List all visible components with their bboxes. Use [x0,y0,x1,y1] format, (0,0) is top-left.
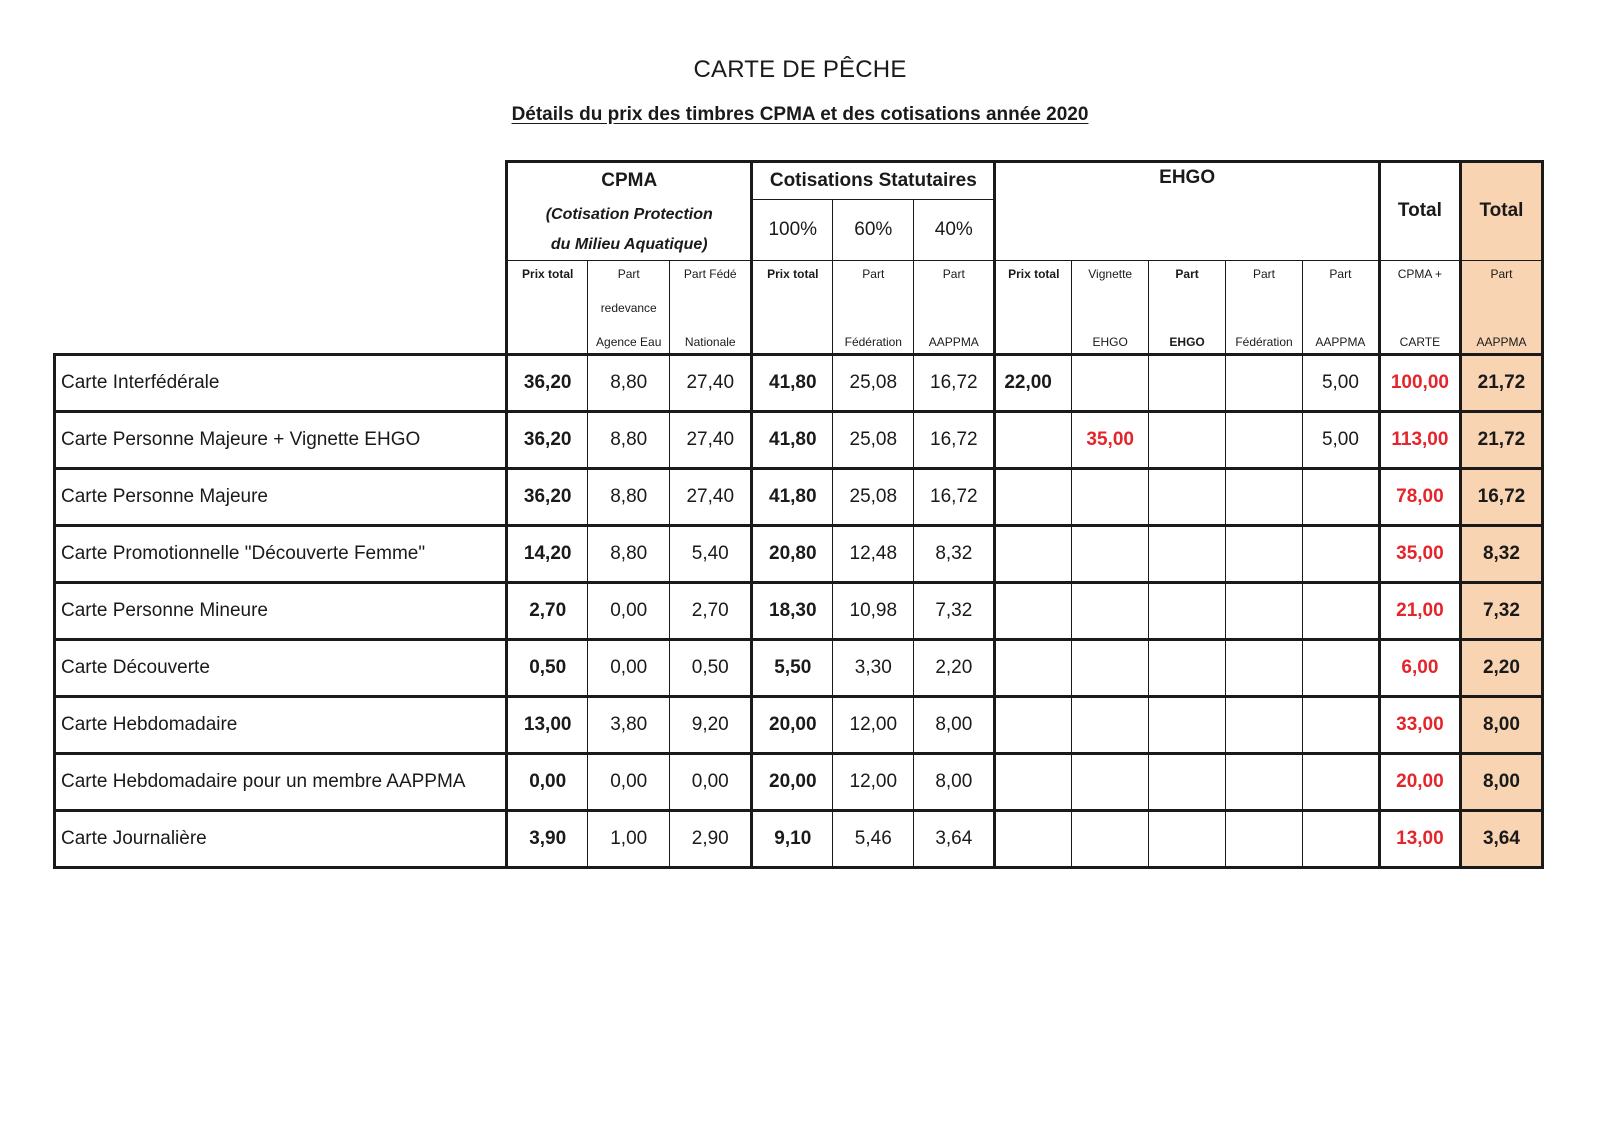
group-total-carte: Total [1379,162,1460,261]
sub-label: EHGO [1169,334,1205,349]
cell-cot-fed: 25,08 [833,411,914,468]
cell-fede: 0,00 [670,753,752,810]
cell-cot-total: 41,80 [752,468,833,525]
cell-vignette [1072,354,1149,411]
cell-part-fed [1226,696,1303,753]
cell-redevance: 0,00 [588,639,670,696]
cell-vignette: 35,00 [1072,411,1149,468]
cell-fede: 2,90 [670,810,752,867]
row-label: Carte Personne Mineure [55,582,507,639]
cell-ehgo-total [995,582,1072,639]
cell-ehgo-total [995,411,1072,468]
cell-total-aappma: 21,72 [1460,354,1542,411]
cell-cpma-total: 0,00 [507,753,588,810]
table-row [55,639,1543,696]
cell-cot-aappma: 2,20 [914,639,995,696]
cell-part-aappma [1302,639,1379,696]
sub-label: redevance [600,300,657,315]
cell-part-ehgo [1149,810,1226,867]
corner-empty [55,162,507,355]
cell-part-aappma [1302,753,1379,810]
sub-label: Prix total [522,266,574,281]
cell-total-aappma: 8,00 [1460,753,1542,810]
cell-ehgo-total [995,639,1072,696]
cell-vignette [1072,810,1149,867]
sub-total-carte [1379,260,1460,354]
sub-label: Prix total [767,266,819,281]
sub-label: Part [1175,266,1199,281]
row-label: Carte Interfédérale [55,354,507,411]
cell-total-aappma: 21,72 [1460,411,1542,468]
cell-part-fed [1226,753,1303,810]
cell-cot-fed: 25,08 [833,468,914,525]
sub-cpma-fede [670,260,752,354]
cell-part-fed [1226,354,1303,411]
page-title: CARTE DE PÊCHE [693,56,907,83]
pct-40: 40% [914,200,995,261]
cell-total-aappma: 8,00 [1460,696,1542,753]
cell-ehgo-total [995,696,1072,753]
sub-total-aappma [1460,260,1542,354]
cell-cot-fed: 10,98 [833,582,914,639]
cell-total-carte: 78,00 [1379,468,1460,525]
cpma-description-line2: du Milieu Aquatique) [550,235,708,253]
sub-label: AAPPMA [1476,334,1527,349]
sub-label: Part [1490,266,1513,281]
cell-cot-fed: 5,46 [833,810,914,867]
cell-part-ehgo [1149,468,1226,525]
cell-redevance: 1,00 [588,810,670,867]
cpma-description [507,200,752,261]
cell-cot-fed: 12,48 [833,525,914,582]
group-cpma: CPMA [507,162,752,200]
row-label: Carte Journalière [55,810,507,867]
cell-part-ehgo [1149,753,1226,810]
cell-part-ehgo [1149,696,1226,753]
page-subtitle-wrap [0,104,1600,126]
cell-cpma-total: 0,50 [507,639,588,696]
cell-total-aappma: 2,20 [1460,639,1542,696]
cell-cot-fed: 12,00 [833,753,914,810]
row-label: Carte Hebdomadaire pour un membre AAPPMA [55,753,507,810]
group-cotisations: Cotisations Statutaires [752,162,995,200]
cell-part-fed [1226,468,1303,525]
cell-cot-fed: 12,00 [833,696,914,753]
cell-total-carte: 20,00 [1379,753,1460,810]
cell-fede: 27,40 [670,411,752,468]
cell-part-aappma: 5,00 [1302,354,1379,411]
cell-cot-aappma: 16,72 [914,411,995,468]
cell-part-aappma [1302,468,1379,525]
cell-total-aappma: 7,32 [1460,582,1542,639]
table-row [55,354,1543,411]
cell-part-aappma [1302,810,1379,867]
cell-vignette [1072,582,1149,639]
cell-ehgo-total [995,468,1072,525]
cell-cpma-total: 36,20 [507,468,588,525]
sub-cot-part-fed [833,260,914,354]
cell-redevance: 0,00 [588,753,670,810]
cell-part-ehgo [1149,411,1226,468]
cell-part-fed [1226,810,1303,867]
cell-redevance: 8,80 [588,411,670,468]
sub-label: Part [942,266,965,281]
cell-total-aappma: 3,64 [1460,810,1542,867]
cell-total-carte: 113,00 [1379,411,1460,468]
table-body [55,354,1543,867]
row-label: Carte Personne Majeure + Vignette EHGO [55,411,507,468]
cell-cot-aappma: 7,32 [914,582,995,639]
group-ehgo: EHGO [995,162,1380,261]
sub-cpma-prix-total [507,260,588,354]
cell-cot-aappma: 16,72 [914,354,995,411]
sub-ehgo-part-ehgo [1149,260,1226,354]
sub-label: AAPPMA [1315,334,1366,349]
sub-label: Part [1329,266,1352,281]
cell-ehgo-total [995,753,1072,810]
cell-ehgo-total [995,810,1072,867]
cell-vignette [1072,525,1149,582]
cell-vignette [1072,696,1149,753]
table-row [55,468,1543,525]
cell-ehgo-total: 22,00 [995,354,1072,411]
cell-part-aappma: 5,00 [1302,411,1379,468]
cell-part-ehgo [1149,582,1226,639]
cell-cpma-total: 14,20 [507,525,588,582]
cell-part-aappma [1302,696,1379,753]
cell-cot-total: 41,80 [752,354,833,411]
pct-60: 60% [833,200,914,261]
cell-redevance: 3,80 [588,696,670,753]
sub-label: Agence Eau [596,334,662,349]
cell-part-aappma [1302,525,1379,582]
sub-label: Fédération [1235,334,1293,349]
page-subtitle: Détails du prix des timbres CPMA et des cotisations année 2020 [511,104,1089,125]
cpma-description-line1: (Cotisation Protection [545,205,713,223]
table-row [55,696,1543,753]
sub-ehgo-prix-total [995,260,1072,354]
sub-ehgo-part-aappma [1302,260,1379,354]
cell-part-fed [1226,639,1303,696]
cell-total-carte: 6,00 [1379,639,1460,696]
cell-total-carte: 13,00 [1379,810,1460,867]
cell-total-carte: 100,00 [1379,354,1460,411]
cell-cot-total: 20,80 [752,525,833,582]
cell-cpma-total: 36,20 [507,411,588,468]
cell-part-fed [1226,411,1303,468]
cell-cot-total: 20,00 [752,753,833,810]
cell-total-carte: 35,00 [1379,525,1460,582]
cell-cot-total: 9,10 [752,810,833,867]
sub-label: CARTE [1399,334,1441,349]
row-label: Carte Promotionnelle "Découverte Femme" [55,525,507,582]
cell-ehgo-total [995,525,1072,582]
sub-label: Fédération [844,334,902,349]
cell-vignette [1072,639,1149,696]
cell-part-aappma [1302,582,1379,639]
sub-ehgo-part-fed [1226,260,1303,354]
cell-redevance: 0,00 [588,582,670,639]
sub-label: EHGO [1092,334,1128,349]
cell-cot-aappma: 16,72 [914,468,995,525]
table-row [55,753,1543,810]
cell-fede: 27,40 [670,354,752,411]
cell-cot-aappma: 8,00 [914,753,995,810]
cell-cot-aappma: 3,64 [914,810,995,867]
sub-label: Prix total [1008,266,1060,281]
cell-cot-total: 5,50 [752,639,833,696]
cell-cot-aappma: 8,32 [914,525,995,582]
cell-total-carte: 21,00 [1379,582,1460,639]
cell-cpma-total: 2,70 [507,582,588,639]
cell-cot-total: 20,00 [752,696,833,753]
cell-redevance: 8,80 [588,468,670,525]
cell-part-fed [1226,525,1303,582]
sub-label: AAPPMA [928,334,979,349]
table-row [55,582,1543,639]
table-row [55,411,1543,468]
cell-vignette [1072,753,1149,810]
cell-fede: 5,40 [670,525,752,582]
cell-total-carte: 33,00 [1379,696,1460,753]
cell-part-ehgo [1149,525,1226,582]
cell-part-ehgo [1149,354,1226,411]
cell-cot-fed: 3,30 [833,639,914,696]
cell-cpma-total: 36,20 [507,354,588,411]
table-row [55,525,1543,582]
cell-cot-fed: 25,08 [833,354,914,411]
cell-fede: 0,50 [670,639,752,696]
sub-label: Nationale [684,334,736,349]
pct-100: 100% [752,200,833,261]
sub-label: CPMA + [1397,266,1443,281]
sub-cot-part-aappma [914,260,995,354]
cell-cpma-total: 3,90 [507,810,588,867]
sub-label: Vignette [1088,266,1133,281]
cell-cot-total: 41,80 [752,411,833,468]
row-label: Carte Personne Majeure [55,468,507,525]
sub-ehgo-vignette [1072,260,1149,354]
sub-label: Part [862,266,885,281]
sub-cot-prix-total [752,260,833,354]
price-table [53,160,1544,869]
cell-cpma-total: 13,00 [507,696,588,753]
sub-label: Part [617,266,640,281]
group-total-aappma: Total [1460,162,1542,261]
sub-label: Part Fédé [683,266,737,281]
row-label: Carte Hebdomadaire [55,696,507,753]
cell-total-aappma: 16,72 [1460,468,1542,525]
cell-cot-aappma: 8,00 [914,696,995,753]
cell-fede: 27,40 [670,468,752,525]
cell-total-aappma: 8,32 [1460,525,1542,582]
cell-part-ehgo [1149,639,1226,696]
table-row [55,810,1543,867]
cell-redevance: 8,80 [588,354,670,411]
cell-part-fed [1226,582,1303,639]
cell-vignette [1072,468,1149,525]
cell-cot-total: 18,30 [752,582,833,639]
sub-label: Part [1252,266,1275,281]
cell-fede: 9,20 [670,696,752,753]
sub-cpma-redevance [588,260,670,354]
cell-redevance: 8,80 [588,525,670,582]
cell-fede: 2,70 [670,582,752,639]
row-label: Carte Découverte [55,639,507,696]
